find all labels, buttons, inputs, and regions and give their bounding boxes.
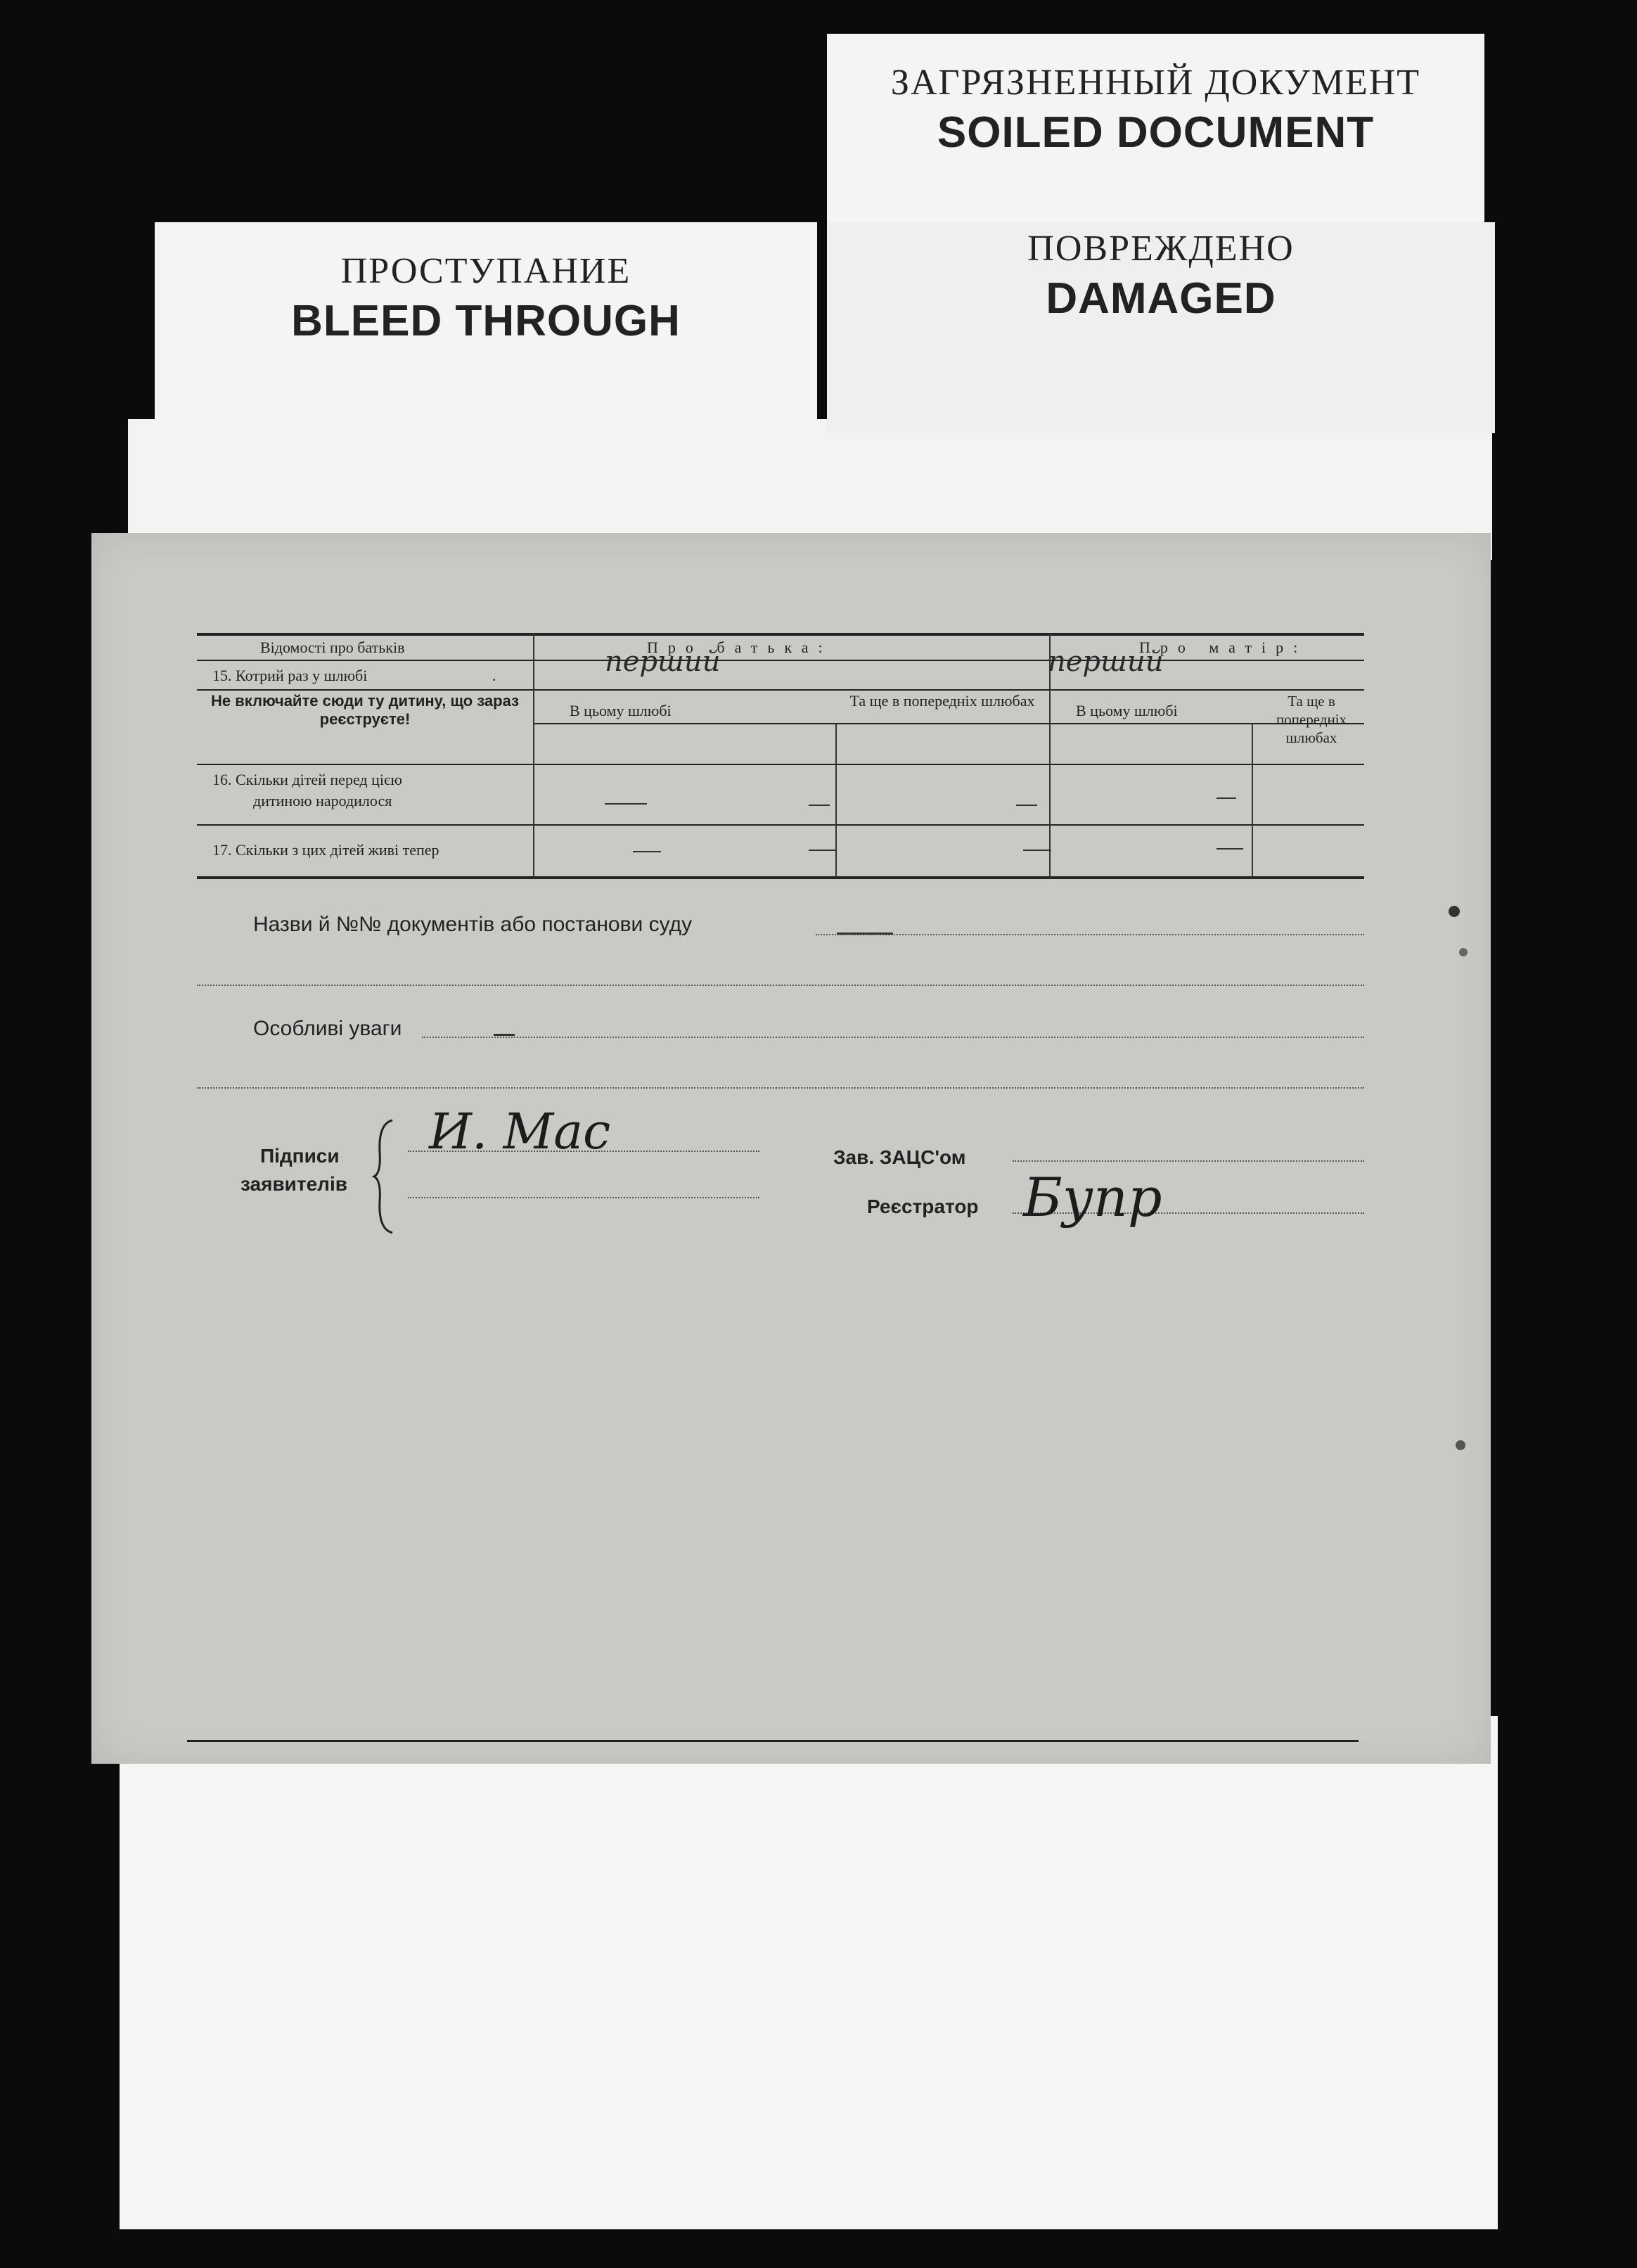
signature-line-2	[408, 1197, 759, 1198]
remarks-line-2	[197, 1087, 1364, 1089]
head-label: Зав. ЗАЦС'ом	[833, 1146, 966, 1168]
bleed-through-slip	[155, 222, 817, 433]
documents-dash	[837, 933, 893, 935]
documents-label: Назви й №№ документів або постанови суду	[253, 913, 693, 936]
table-note: Не включайте сюди ту дитину, що зараз реєструєте!	[210, 692, 520, 728]
table-rule	[197, 689, 1364, 691]
documents-line	[816, 934, 1364, 935]
subheader-this-marriage-father: В цьому шлюбі	[570, 702, 672, 719]
form-page	[91, 533, 1491, 1764]
header-mother: Про матір:	[1139, 639, 1308, 656]
bleed-label-en: BLEED THROUGH	[291, 297, 681, 345]
signature-line-1	[408, 1151, 759, 1152]
row17-father-prev-dash	[809, 850, 837, 851]
row17-father-this-dash	[633, 851, 661, 852]
table-rule	[197, 824, 1364, 826]
subheader-prev-marriages-mother: Та ще в попередніх шлюбах	[1276, 693, 1347, 746]
applicant-signature: И. Мас	[429, 1103, 611, 1160]
header-parents-info: Відомості про батьків	[260, 639, 405, 656]
remarks-label: Особливі уваги	[253, 1017, 402, 1040]
header-father: Про батька:	[647, 639, 833, 656]
table-bottom-rule	[197, 876, 1364, 879]
row17-mother-prev-dash	[1216, 848, 1243, 850]
table-rule	[197, 660, 1364, 661]
damaged-label-ru: ПОВРЕЖДЕНО	[1027, 229, 1295, 269]
table-col-divider	[533, 633, 534, 879]
table-rule	[197, 764, 1364, 765]
subheader-prev-marriages-father: Та ще в попередніх шлюбах	[849, 692, 1035, 710]
bottom-rule	[187, 1740, 1359, 1742]
damaged-label-en: DAMAGED	[1046, 274, 1276, 323]
soiled-document-slip	[827, 34, 1484, 231]
table-col-divider	[835, 723, 837, 878]
damage-speck	[1449, 906, 1460, 917]
row16-mother-prev-dash	[1216, 797, 1236, 799]
registrar-signature: Бупр	[1023, 1166, 1162, 1229]
row16-label: 16. Скільки дітей перед цією	[212, 771, 402, 788]
row16-father-this-dash	[605, 803, 647, 805]
table-rule	[534, 723, 1364, 724]
remarks-line	[422, 1037, 1364, 1038]
signatures-label: Підписи	[260, 1145, 340, 1167]
documents-line-2	[197, 985, 1364, 986]
row15-label: 15. Котрий раз у шлюбі	[212, 667, 368, 684]
row17-mother-this-dash	[1023, 850, 1051, 851]
row16-mother-this-dash	[1016, 805, 1037, 806]
bleed-label-ru: ПРОСТУПАНИЕ	[340, 251, 631, 291]
head-line	[1013, 1160, 1364, 1162]
row15-mother-value: перший	[1048, 646, 1164, 678]
damage-speck	[1459, 948, 1468, 956]
signatures-label-cont: заявителів	[240, 1173, 347, 1195]
table-col-divider	[1252, 723, 1253, 878]
row16-father-prev-dash	[809, 805, 830, 806]
table-top-rule	[197, 633, 1364, 636]
soiled-label-en: SOILED DOCUMENT	[937, 108, 1375, 157]
bottom-sheet	[120, 1716, 1498, 2229]
row16-label-cont: дитиною народилося	[253, 792, 392, 809]
damaged-slip	[827, 222, 1495, 433]
signatures-brace	[371, 1117, 399, 1236]
row17-label: 17. Скільки з цих дітей живі тепер	[212, 841, 439, 859]
row15-father-value: перший	[605, 646, 721, 678]
subheader-this-marriage-mother: В цьому шлюбі	[1076, 702, 1178, 719]
row15-dot: .	[492, 667, 496, 684]
remarks-dash	[494, 1034, 515, 1036]
registrar-label: Реєстратор	[867, 1196, 979, 1217]
damage-speck	[1456, 1440, 1465, 1450]
soiled-label-ru: ЗАГРЯЗНЕННЫЙ ДОКУМЕНТ	[890, 63, 1421, 103]
